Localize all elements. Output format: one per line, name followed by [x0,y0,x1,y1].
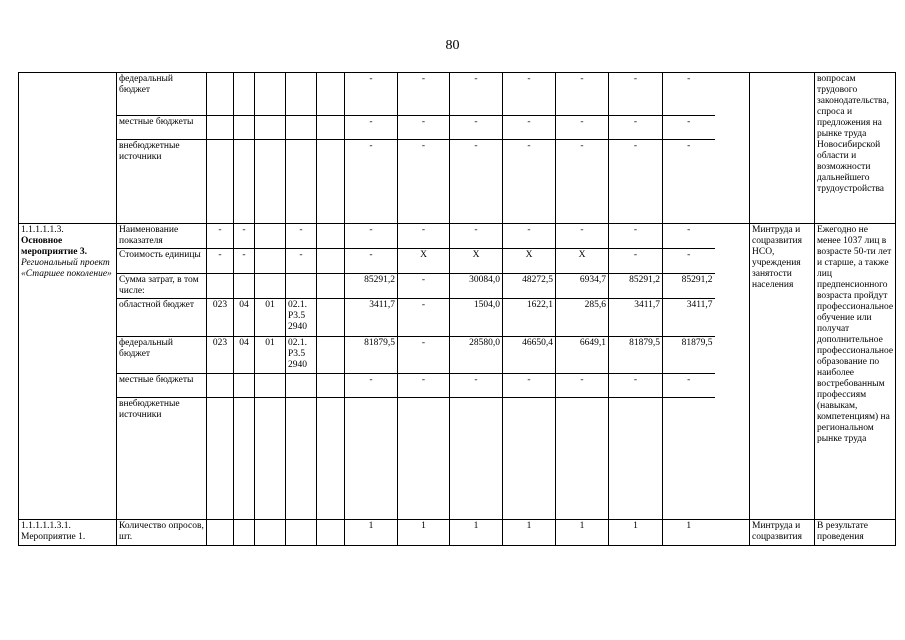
row-name: Сумма затрат, в том числе: [117,274,207,299]
row-name: областной бюджет [117,299,207,337]
row-name: федеральный бюджет [117,73,207,116]
table-row: внебюджетные источники - - - - - - - [19,140,896,224]
executor: Минтруда и соцразвития [750,520,815,546]
row-name: Количество опросов, шт. [117,520,207,546]
result-top: вопросам трудового законодательства, спроса и предложения на рынке труда Новосибирской области и возможности дальнейшего трудоустройства [815,73,896,224]
table-row: местные бюджеты - - - - - - - [19,116,896,140]
executor: Минтруда и соцразвития НСО, учреждения занятости населения [750,224,815,520]
page-number: 80 [445,38,460,53]
table-row: 1.1.1.1.1.3. Основное мероприятие 3. Региональный проект «Старшее поколение» Наименование показателя - - - - - - - - - - Минтруда и соцразвития НСО, учреждения занятости населения Ежегодно не менее 1037 лиц в возрасте 50-ти лет и старше, а также лиц предпенсионного возраста пройдут профессиональное обучение или получат дополнительное профессиональное образование по наиболее востребованным профессиям (навыкам, компетенциям) на региональном рынке труда [19,224,896,249]
table-row: местные бюджеты - - - - - - - [19,374,896,398]
table-row: федеральный бюджет - - - - - - - вопросам трудового законодательства, спроса и предложения на рынке труда Новосибирской области и возможности дальнейшего трудоустройства [19,73,896,116]
result: Ежегодно не менее 1037 лиц в возрасте 50-ти лет и старше, а также лиц предпенсионного возраста пройдут профессиональное обучение или получат дополнительное профессиональное образование по наиболее востребованным профессиям (навыкам, компетенциям) на региональном рынке труда [815,224,896,520]
event31-cell: 1.1.1.1.1.3.1. Мероприятие 1. [19,520,117,546]
table-row: Стоимость единицы - - - - X X X X - - [19,249,896,274]
event-cell-top [19,73,117,224]
table-row: федеральный бюджет 023 04 01 02.1. Р3.5 2940 81879,5 - 28580,0 46650,4 6649,1 81879,5 81879,5 [19,337,896,374]
row-name: федеральный бюджет [117,337,207,374]
table-row: областной бюджет 023 04 01 02.1. Р3.5 2940 3411,7 - 1504,0 1622,1 285,6 3411,7 3411,7 [19,299,896,337]
row-name: внебюджетные источники [117,140,207,224]
result: В результате проведения [815,520,896,546]
table-row: Сумма затрат, в том числе: 85291,2 - 30084,0 48272,5 6934,7 85291,2 85291,2 [19,274,896,299]
event3-cell: 1.1.1.1.1.3. Основное мероприятие 3. Региональный проект «Старшее поколение» [19,224,117,520]
program-table [18,72,896,546]
row-name: местные бюджеты [117,116,207,140]
row-name: внебюджетные источники [117,398,207,520]
row-name: Наименование показателя [117,224,207,249]
row-name: местные бюджеты [117,374,207,398]
row-name: Стоимость единицы [117,249,207,274]
table-row: 1.1.1.1.1.3.1. Мероприятие 1. Количество опросов, шт. 1 1 1 1 1 1 1 Минтруда и соцразвития В результате проведения [19,520,896,546]
